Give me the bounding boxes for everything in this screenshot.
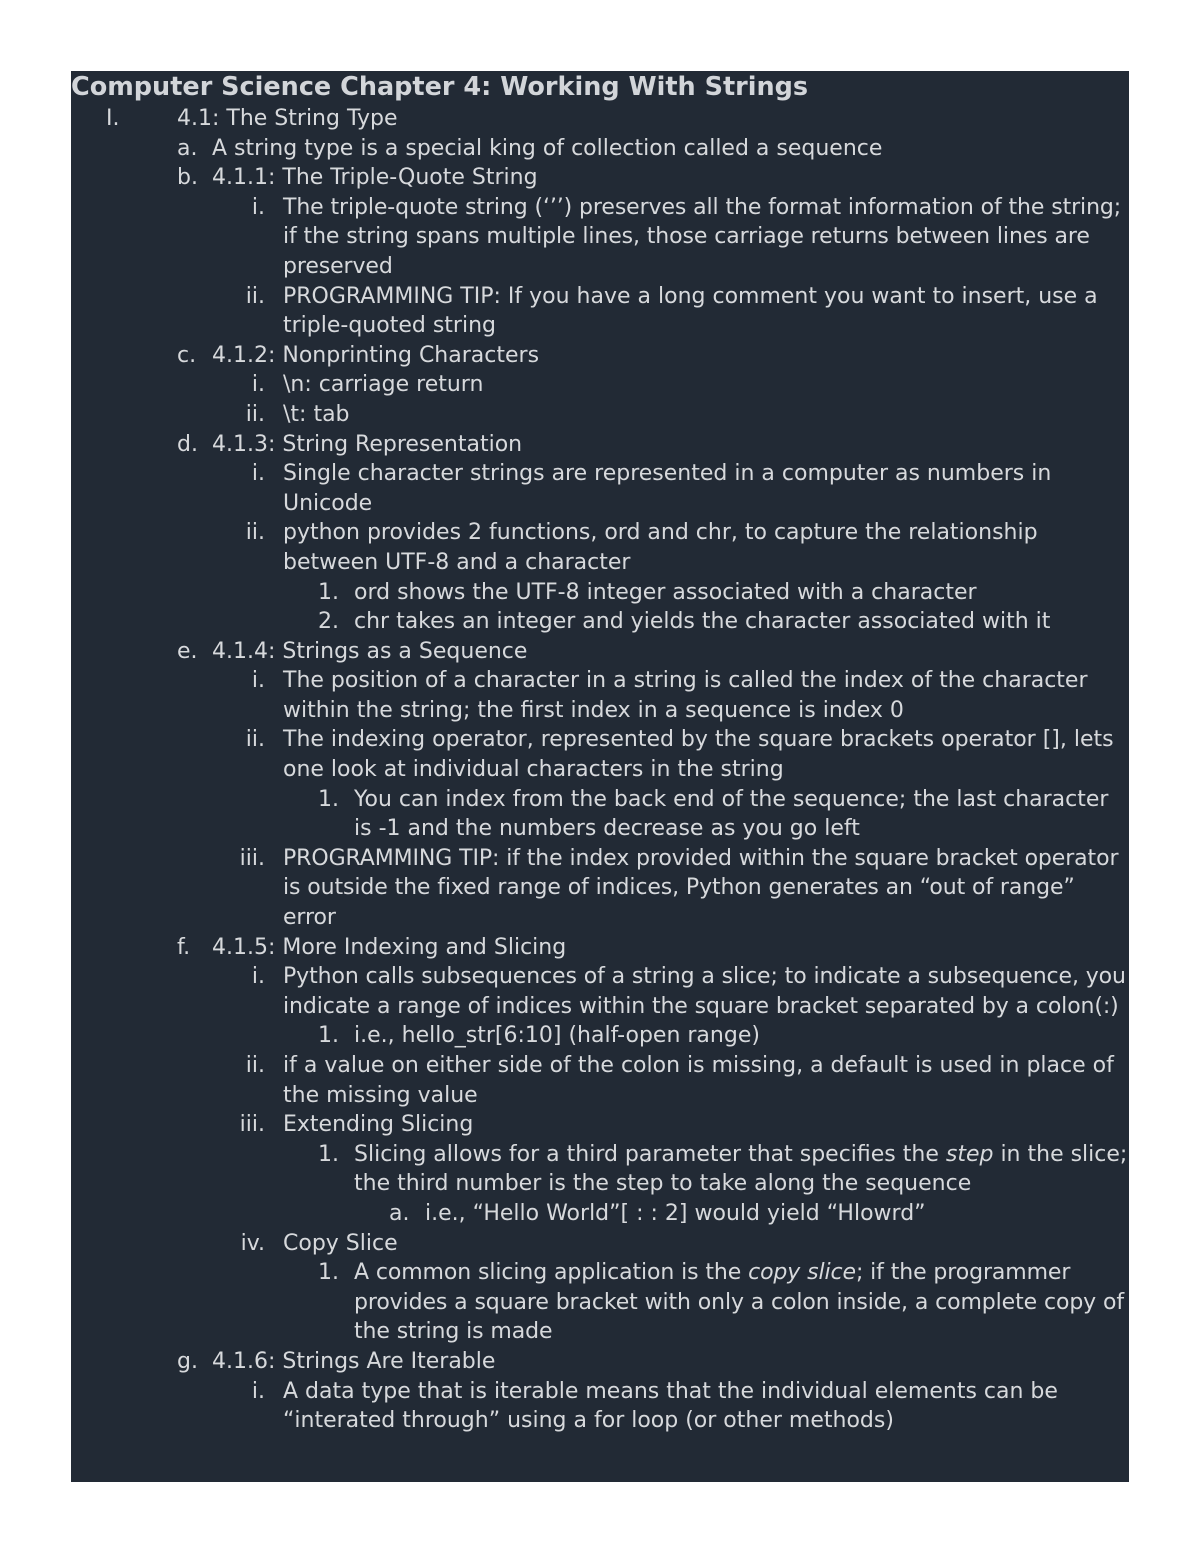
outline-text: 4.1.1: The Triple-Quote String: [212, 165, 538, 191]
outline-item: [71, 1347, 1129, 1377]
outline-text-before: A common slicing application is the: [354, 1260, 749, 1286]
outline-marker: 1.: [318, 786, 339, 812]
outline-text: Copy Slice: [283, 1230, 398, 1256]
outline-marker: f.: [177, 934, 191, 960]
outline-marker: b.: [177, 165, 198, 191]
outline-marker: ii.: [245, 1053, 265, 1078]
outline-marker: i.: [251, 194, 265, 220]
outline-marker: d.: [177, 431, 198, 457]
outline-item: [71, 1051, 1129, 1110]
outline-text: Single character strings are represented in a computer as numbers in Unicode: [283, 461, 1052, 516]
outline-item: [71, 1140, 1129, 1199]
outline-item: [71, 1110, 1129, 1140]
outline-marker: i.: [251, 964, 265, 990]
outline-marker: c.: [177, 342, 197, 368]
document-title: Computer Science Chapter 4: Working With Strings: [71, 72, 809, 102]
outline-marker: ii.: [245, 520, 265, 546]
outline-text: python provides 2 functions, ord and chr, to capture the relationship between UTF-8 and a character: [283, 520, 1038, 575]
outline-marker: ii.: [245, 401, 265, 427]
outline-item: [71, 341, 1129, 371]
outline-text-after: in the slice; the third number is the step to take along the sequence: [354, 1141, 1128, 1197]
outline-item: [71, 104, 1129, 134]
outline-list: [71, 104, 1129, 1436]
outline-text: if a value on either side of the colon is missing, a default is used in place of the missing value: [283, 1053, 1114, 1108]
outline-text: [354, 1258, 1129, 1347]
outline-item: [71, 1258, 1129, 1347]
outline-marker: i.: [251, 668, 265, 694]
outline-text: i.e., hello_str[6:10] (half-open range): [354, 1023, 760, 1049]
outline-text: A data type that is iterable means that the individual elements can be “interated through” using a for loop (or other methods): [283, 1378, 1058, 1434]
outline-item: [71, 607, 1129, 637]
outline-text: \n: carriage return: [283, 372, 484, 398]
outline-marker: I.: [106, 106, 120, 131]
outline-marker: iii.: [239, 845, 265, 871]
outline-item: [71, 844, 1129, 933]
outline-text: The position of a character in a string is called the index of the character within the string; the first index in a sequence is index 0: [283, 668, 1088, 723]
outline-item: [71, 193, 1129, 282]
outline-item: [71, 370, 1129, 400]
outline-text: \t: tab: [283, 401, 350, 427]
outline-text: Python calls subsequences of a string a slice; to indicate a subsequence, you indicate a range of indices within the square bracket separated by a colon(:): [283, 964, 1126, 1019]
outline-item: [71, 578, 1129, 608]
outline-item: [71, 459, 1129, 518]
outline-marker: 2.: [318, 609, 339, 635]
outline-text: PROGRAMMING TIP: if the index provided within the square bracket operator is outside the fixed range of indices, Python generates an “out of range” error: [283, 845, 1119, 931]
outline-item: [71, 725, 1129, 784]
outline-text-before: Slicing allows for a third parameter that specifies the: [354, 1141, 946, 1167]
outline-marker: i.: [251, 461, 265, 487]
outline-text: ord shows the UTF-8 integer associated with a character: [354, 579, 977, 605]
outline-marker: a.: [389, 1200, 410, 1226]
outline-marker: 1.: [318, 1260, 339, 1286]
outline-item: [71, 1229, 1129, 1259]
outline-text: 4.1.3: String Representation: [212, 431, 523, 457]
outline-text: Extending Slicing: [283, 1112, 474, 1138]
outline-marker: i.: [251, 1378, 265, 1404]
outline-text-emphasis: copy slice: [748, 1260, 856, 1286]
outline-text: The triple-quote string (‘’’) preserves all the format information of the string; if the string spans multiple lines, those carriage returns between lines are preserved: [283, 194, 1122, 279]
outline-text: A string type is a special king of collection called a sequence: [212, 135, 883, 161]
outline-text: chr takes an integer and yields the character associated with it: [354, 609, 1051, 635]
outline-marker: ii.: [245, 727, 265, 753]
outline-marker: 1.: [318, 1023, 339, 1049]
outline-item: [71, 637, 1129, 667]
outline-text: 4.1.2: Nonprinting Characters: [212, 342, 540, 368]
outline-item: [71, 962, 1129, 1021]
outline-marker: 1.: [318, 1141, 339, 1167]
outline-marker: iii.: [239, 1112, 265, 1138]
outline-text: i.e., “Hello World”[ : : 2] would yield “Hlowrd”: [425, 1200, 926, 1226]
outline-text: You can index from the back end of the sequence; the last character is -1 and the numbers decrease as you go left: [354, 786, 1109, 842]
outline-item: [71, 134, 1129, 164]
outline-item: [71, 1021, 1129, 1051]
outline-text: 4.1: The String Type: [177, 106, 398, 131]
outline-text: 4.1.5: More Indexing and Slicing: [212, 934, 567, 960]
outline-item: [71, 430, 1129, 460]
outline-marker: 1.: [318, 579, 339, 605]
outline-text-after: ; if the programmer provides a square bracket with only a colon inside, a complete copy of the string is made: [354, 1260, 1125, 1345]
outline-marker: iv.: [240, 1230, 265, 1256]
outline-item: [71, 1199, 1129, 1229]
outline-marker: ii.: [245, 283, 265, 309]
outline-item: [71, 163, 1129, 193]
outline-item: [71, 518, 1129, 577]
outline-text: 4.1.4: Strings as a Sequence: [212, 638, 528, 664]
outline-text: 4.1.6: Strings Are Iterable: [212, 1348, 496, 1374]
outline-item: [71, 785, 1129, 844]
outline-marker: g.: [177, 1348, 198, 1374]
outline-marker: e.: [177, 638, 198, 664]
outline-text-emphasis: step: [945, 1141, 994, 1167]
outline-item: [71, 1377, 1129, 1436]
outline-item: [71, 400, 1129, 430]
outline-text: PROGRAMMING TIP: If you have a long comment you want to insert, use a triple-quoted string: [283, 283, 1098, 339]
outline-marker: a.: [177, 135, 198, 161]
outline-text: [354, 1140, 1129, 1199]
outline-item: [71, 933, 1129, 963]
outline-text: The indexing operator, represented by the square brackets operator [], lets one look at individual characters in the string: [283, 727, 1114, 783]
outline-item: [71, 666, 1129, 725]
outline-marker: i.: [251, 372, 265, 398]
document-page: [71, 71, 1129, 1482]
outline-item: [71, 282, 1129, 341]
